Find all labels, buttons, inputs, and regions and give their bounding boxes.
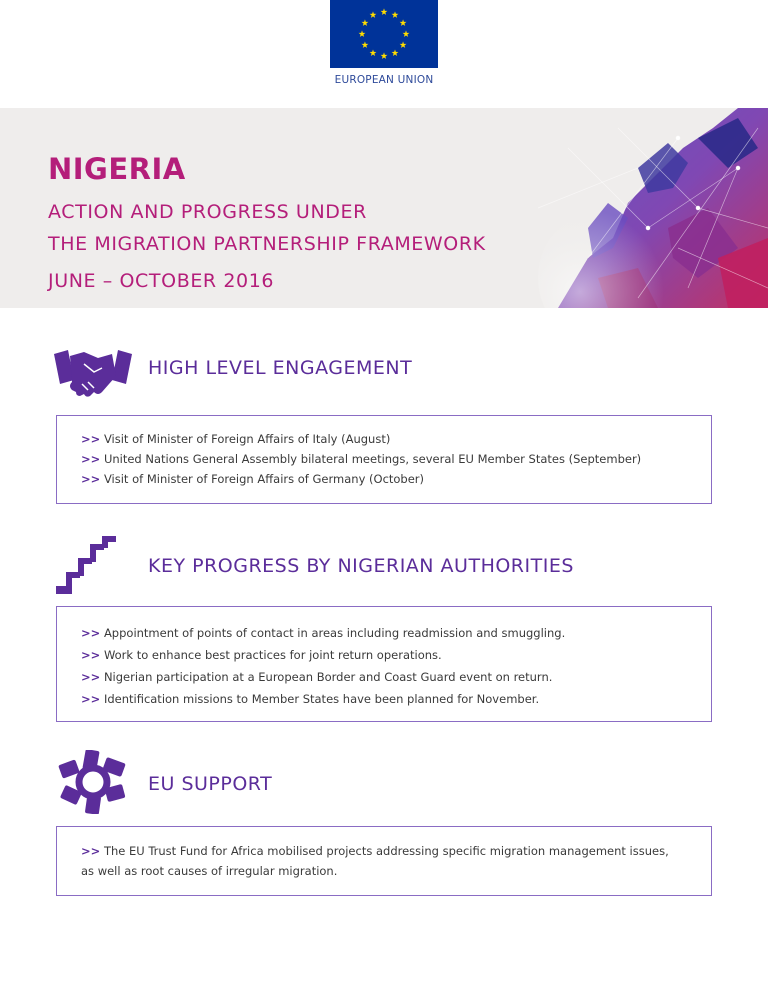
country-title: NIGERIA bbox=[48, 152, 186, 186]
list-item bbox=[81, 432, 711, 452]
list-item-text: Nigerian participation at a European Border and Coast Guard event on return. bbox=[103, 670, 553, 684]
engagement-box bbox=[56, 415, 712, 504]
eu-flag-logo bbox=[330, 0, 438, 68]
list-item-text: Work to enhance best practices for joint return operations. bbox=[103, 648, 442, 662]
list-item-text: Appointment of points of contact in areas including readmission and smuggling. bbox=[103, 626, 566, 640]
list-item-text: as well as root causes of irregular migration. bbox=[81, 864, 338, 878]
support-box bbox=[56, 826, 712, 896]
list-item-continuation bbox=[81, 864, 711, 884]
list-item bbox=[81, 844, 711, 864]
subtitle-line-3: JUNE – OCTOBER 2016 bbox=[48, 270, 275, 292]
list-item bbox=[81, 692, 711, 714]
bullet-marker: >> bbox=[81, 844, 101, 858]
list-item-text: The EU Trust Fund for Africa mobilised projects addressing specific migration management issues, bbox=[103, 844, 669, 858]
section-heading-support: EU SUPPORT bbox=[148, 773, 273, 795]
linked-hands-icon bbox=[58, 750, 128, 818]
list-item bbox=[81, 648, 711, 670]
progress-box bbox=[56, 606, 712, 722]
eu-label: EUROPEAN UNION bbox=[334, 74, 434, 86]
handshake-icon bbox=[54, 346, 132, 406]
list-item bbox=[81, 472, 711, 492]
list-item-text: United Nations General Assembly bilateral meetings, several EU Member States (September) bbox=[103, 452, 642, 466]
bullet-marker: >> bbox=[81, 648, 101, 662]
list-item bbox=[81, 452, 711, 472]
list-item bbox=[81, 626, 711, 648]
section-heading-progress: KEY PROGRESS BY NIGERIAN AUTHORITIES bbox=[148, 555, 574, 577]
list-item bbox=[81, 670, 711, 692]
world-map-illustration bbox=[438, 108, 768, 308]
stairs-icon bbox=[56, 536, 128, 598]
section-heading-engagement: HIGH LEVEL ENGAGEMENT bbox=[148, 357, 413, 379]
bullet-marker: >> bbox=[81, 432, 101, 446]
bullet-marker: >> bbox=[81, 692, 101, 706]
subtitle-line-2: THE MIGRATION PARTNERSHIP FRAMEWORK bbox=[48, 233, 486, 255]
bullet-marker: >> bbox=[81, 626, 101, 640]
bullet-marker: >> bbox=[81, 670, 101, 684]
list-item-text: Visit of Minister of Foreign Affairs of Italy (August) bbox=[103, 432, 391, 446]
list-item-text: Visit of Minister of Foreign Affairs of Germany (October) bbox=[103, 472, 425, 486]
subtitle-line-1: ACTION AND PROGRESS UNDER bbox=[48, 201, 367, 223]
bullet-marker: >> bbox=[81, 472, 101, 486]
list-item-text: Identification missions to Member States have been planned for November. bbox=[103, 692, 540, 706]
bullet-marker: >> bbox=[81, 452, 101, 466]
